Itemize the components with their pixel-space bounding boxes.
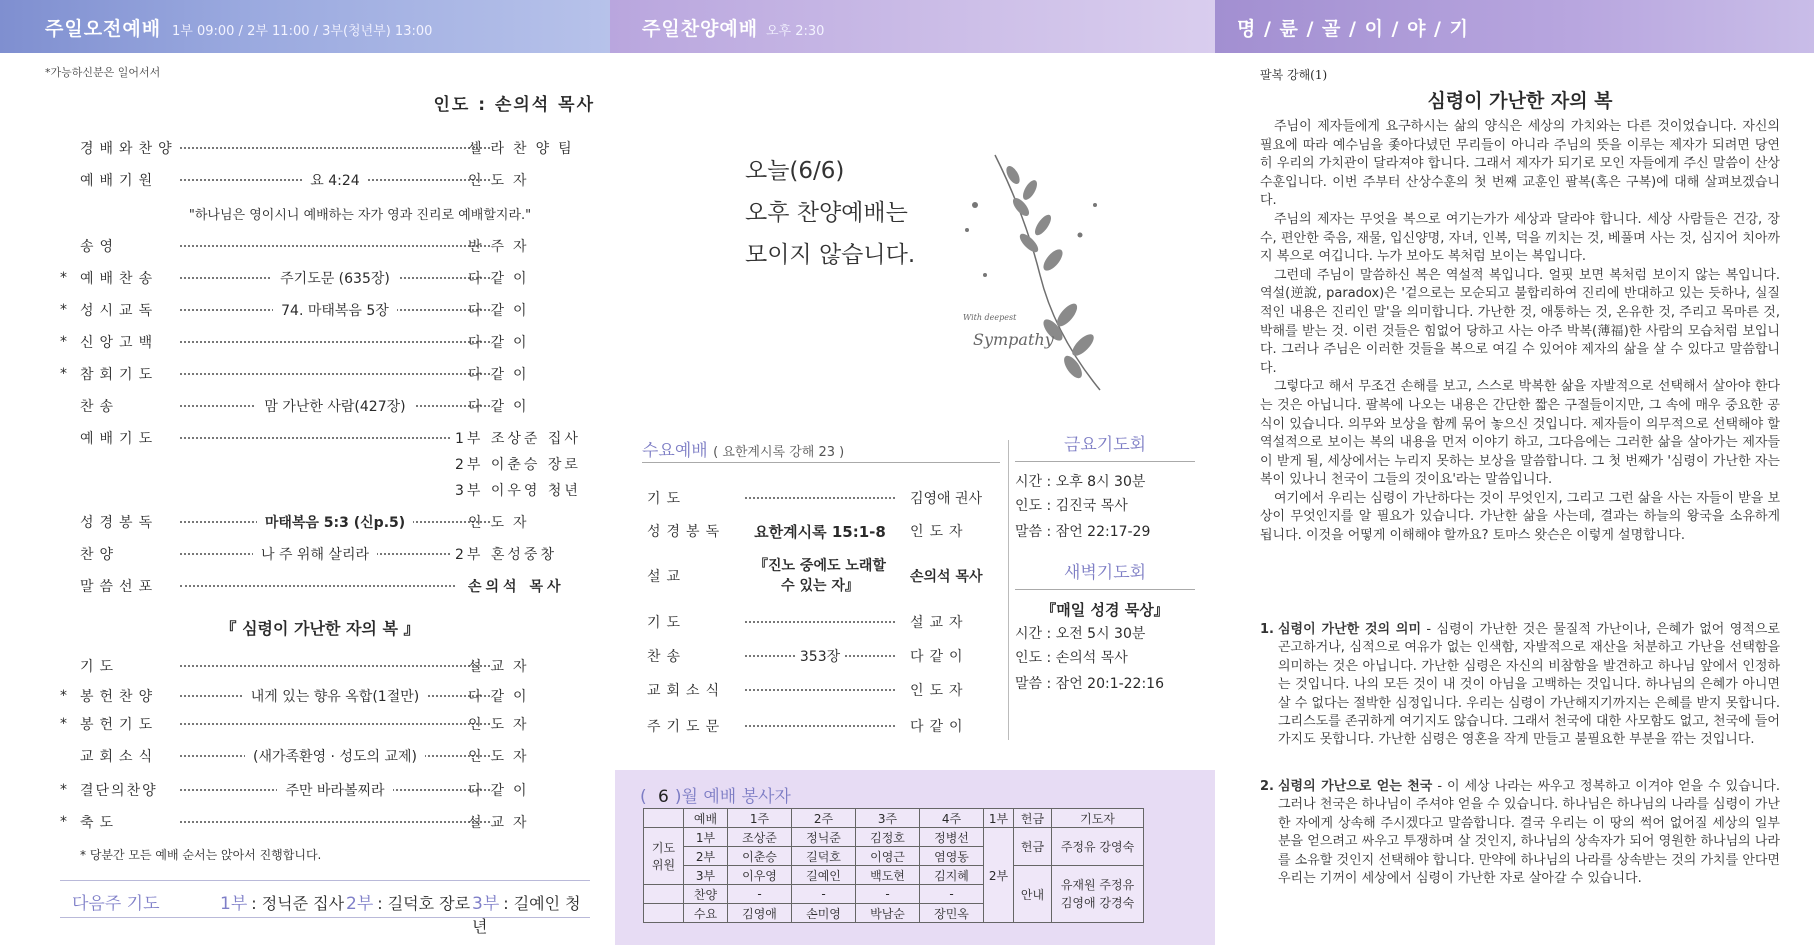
wednesday-item-role: 인도자 (910, 524, 969, 540)
order-row (30, 268, 595, 292)
order-item-name: 성경봉독 (80, 515, 159, 531)
order-row (30, 364, 595, 388)
afternoon-notice (745, 150, 915, 276)
order-item-name: 봉헌기도 (80, 717, 159, 733)
point-heading: 심령이 가난한 것의 의미 (1278, 622, 1422, 637)
column-divider (1008, 440, 1009, 740)
header-morning (0, 0, 610, 53)
guide-names (1052, 866, 1144, 923)
order-item-name: 참회기도 (80, 367, 159, 383)
service-volunteers (615, 770, 1215, 945)
order-item-role: 다같이 (468, 399, 536, 415)
table-cell: - (856, 885, 920, 904)
part-label: 1부 (220, 894, 248, 914)
order-item-name: 말씀선포 (80, 579, 159, 595)
order-row (30, 714, 595, 738)
stand-mark: * (60, 270, 67, 286)
stand-mark: * (60, 334, 67, 350)
wednesday-row (642, 646, 1000, 672)
dot-leader (180, 821, 490, 823)
order-row (30, 544, 595, 568)
wednesday-subtitle: ( 요한계시록 강해 23 ) (713, 445, 845, 460)
table-cell: 정병선 (920, 828, 984, 847)
table-cell: 김정호 (856, 828, 920, 847)
order-item-role: 인도자 (468, 749, 536, 765)
wednesday-item-role: 김영애 권사 (910, 491, 983, 507)
order-item-detail: 주기도문 (635장) (272, 271, 398, 287)
order-item-role: 다같이 (468, 335, 536, 351)
order-row (30, 480, 595, 504)
notice-line: 모이지 않습니다. (745, 242, 916, 268)
story-paragraph: 주님이 제자들에게 요구하시는 삶의 양식은 세상의 가치와는 다른 것이었습니다. 자신의 필요에 따라 예수님을 좇아다녔던 무리들이 아니라 주님의 뜻을 이루는 제자가 되려면 당연히 우리의 가치관이 달라져야 합니다. 그래서 제자가 되기로 모인 자들에게 주신 말씀이 산상수훈입니다. 이번 주부터 산상수훈의 첫 번째 교훈인 팔복(혹은 구복)에 대해 살펴보겠습니다. (1260, 119, 1780, 209)
order-item-role: 다같이 (468, 783, 536, 799)
order-item-name: 송영 (80, 239, 120, 255)
next-week-item (346, 889, 470, 914)
wednesday-row (642, 521, 1000, 547)
next-week-item (220, 889, 344, 914)
story-panel (1260, 58, 1780, 938)
wednesday-item-name: 설교 (647, 569, 687, 585)
notice-line: 오늘(6/6) (745, 158, 845, 184)
month-number: 6 (658, 787, 669, 807)
order-item-name: 봉헌찬양 (80, 689, 159, 705)
table-header: 헌금 (1014, 809, 1052, 828)
order-row (30, 512, 595, 536)
stand-mark: * (60, 366, 67, 382)
order-item-role: 2부 혼성중창 (455, 547, 557, 563)
wednesday-item-name: 기도 (647, 491, 687, 507)
friday-line: 말씀 : 잠언 22:17-29 (1015, 524, 1151, 540)
notice-line: 오후 찬양예배는 (745, 200, 908, 226)
wednesday-item-detail: 요한계시록 15:1-8 (750, 523, 890, 541)
order-row (30, 656, 595, 680)
header-afternoon (610, 0, 1215, 53)
order-item-role: 3부 이우영 청년 (455, 483, 581, 499)
order-row (30, 780, 595, 804)
table-cell: - (920, 885, 984, 904)
order-row (30, 138, 595, 162)
order-row (30, 576, 595, 600)
order-row (30, 170, 595, 194)
story-paragraph: 그렇다고 해서 무조건 손해를 보고, 스스로 박복한 삶을 자발적으로 선택해서 살아야 한다는 것은 아닙니다. 팔복에 나오는 내용은 간단한 짧은 구절들이지만, 그 속에 매우 중요한 공식이 있습니다. 의무와 보상을 함께 묶어 놓으신 것입니다. 제자들이 의무적으로 선택해야 할 역설적으로 보이는 복의 내용을 먼저 이야기 하고, 그다음에는 그러한 삶을 살아가는 제자들이 받게 될, 세상에서는 누리지 못하는 보상을 말씀합니다. 그 첫 번째가 '심령이 가난한 자는 복이 있나니 천국이 그들의 것이요'라는 말씀입니다. (1260, 379, 1780, 488)
table-cell (644, 885, 684, 904)
part2-label: 2부 (984, 828, 1014, 923)
dawn-heading: 『매일 성경 묵상』 (1041, 601, 1169, 619)
header-story (1215, 0, 1814, 53)
order-row (30, 428, 595, 452)
order-item-detail: 마태복음 5:3 (신p.5) (257, 515, 413, 531)
wednesday-item-role: 인도자 (910, 683, 969, 699)
dot-leader (745, 621, 895, 623)
order-item-name: 성시교독 (80, 303, 159, 319)
wednesday-item-name: 찬송 (647, 649, 687, 665)
order-row (30, 686, 595, 710)
table-cell: 길예인 (792, 866, 856, 885)
order-item-role: 인도자 (468, 717, 536, 733)
table-cell: 염영동 (920, 847, 984, 866)
story-title: 심령이 가난한 자의 복 (1427, 90, 1613, 112)
volunteers-title (640, 782, 791, 807)
table-cell: 이춘승 (728, 847, 792, 866)
order-item-name: 결단의찬양 (80, 783, 158, 799)
story-paragraph: 주님의 제자는 무엇을 복으로 여기는가가 세상과 달라야 합니다. 세상 사람들은 건강, 장수, 편안한 죽음, 재물, 입신양명, 자녀, 인복, 덕을 끼치는 것, 베풀며 사는 것, 심지어 치아까지 복으로 여깁니다. 누가 보아도 복처럼 보이는 복입니다. (1260, 211, 1780, 265)
story-paragraph: 여기에서 우리는 심령이 가난하다는 것이 무엇인지, 그리고 그런 삶을 사는 자들이 받을 보상이 무엇인지를 알 필요가 있습니다. 가난한 삶을 사는데, 결과는 하늘의 왕국을 소유하게 됩니다. 이것을 어떻게 이해해야 할까요? 토마스 왓슨은 이렇게 설명합니다. (1260, 490, 1780, 544)
table-cell (644, 904, 684, 923)
table-row (644, 866, 1144, 885)
dawn-line: 인도 : 손의석 목사 (1015, 650, 1128, 666)
sermon-title: 『 심령이 가난한 자의 복 』 (220, 619, 420, 638)
table-header-row (644, 809, 1144, 828)
stand-mark: * (60, 782, 67, 798)
group-label: 기도 위원 (644, 828, 684, 885)
order-row (30, 812, 595, 836)
wednesday-item-role: 손의석 목사 (910, 569, 983, 585)
order-item-name: 예배찬송 (80, 271, 159, 287)
point-number: 2. (1260, 779, 1274, 794)
table-cell: 백도현 (856, 866, 920, 885)
afternoon-service-time: 오후 2:30 (766, 24, 825, 39)
wednesday-item-name: 기도 (647, 615, 687, 631)
sympathy-plant-illustration (955, 135, 1125, 395)
order-item-name: 신앙고백 (80, 335, 159, 351)
divider (642, 462, 1000, 463)
dawn-line: 시간 : 오전 5시 30분 (1015, 626, 1146, 642)
stand-note: *가능하신분은 일어서서 (45, 66, 161, 79)
morning-service-times: 1부 09:00 / 2부 11:00 / 3부(청년부) 13:00 (172, 24, 433, 39)
dot-leader (745, 689, 895, 691)
order-item-name: 찬양 (80, 547, 120, 563)
stand-mark: * (60, 814, 67, 830)
table-cell: 이영근 (856, 847, 920, 866)
order-item-name: 교회소식 (80, 749, 159, 765)
order-item-role: 인도자 (468, 173, 536, 189)
friday-line: 인도 : 김진국 목사 (1015, 498, 1128, 514)
order-item-role: 2부 이춘승 장로 (455, 457, 581, 473)
wednesday-title (642, 436, 844, 461)
friday-prayer (1015, 430, 1195, 694)
wednesday-row (642, 612, 1000, 638)
dot-leader (180, 373, 490, 375)
service-leader: 인도 : 손의석 목사 (433, 95, 595, 115)
wednesday-row (642, 488, 1000, 514)
table-row (644, 828, 1144, 847)
order-item-name: 경배와찬양 (80, 141, 178, 157)
story-header-title: 명 / 륜 / 골 / 이 / 야 / 기 (1237, 18, 1469, 40)
order-item-name: 찬송 (80, 399, 120, 415)
story-point (1260, 621, 1780, 750)
order-item-role: 반주자 (468, 239, 536, 255)
table-cell: - (792, 885, 856, 904)
wednesday-item-role: 설교자 (910, 615, 969, 631)
part-label: 3부 (472, 894, 500, 914)
dot-leader (745, 497, 895, 499)
story-subtitle: 팔복 강해(1) (1260, 68, 1328, 82)
dot-leader (180, 341, 490, 343)
table-header: 4주 (920, 809, 984, 828)
table-cell: 1부 (684, 828, 728, 847)
order-item-detail: 74. 마태복음 5장 (273, 303, 397, 319)
order-item-role: 설교자 (468, 815, 536, 831)
prayer-name: : 길덕호 장로 (377, 894, 471, 913)
wednesday-title-text: 수요예배 (642, 441, 708, 461)
point-text: - 이 세상 나라는 싸우고 정복하고 이겨야 얻을 수 있습니다. 그러나 천국은 하나님이 주셔야 얻을 수 있습니다. 하나님은 하나님의 나라를 심령이 가난한 자에게 상속해 주시겠다고 말씀합니다. 결국 우리는 이 땅의 썩어 없어질 세상의 일부분을 얻으려고 싸우고 투쟁하며 살 것인지, 하나님의 상속자가 되어 영원한 하나님의 나라를 소유할 것인지 선택해야 합니다. 만약에 하나님의 나라를 상속받는 것의 가치를 안다면 우리는 기꺼이 세상에서 심령이 가난한 자로 살아갈 수 있습니다. (1278, 779, 1780, 887)
table-cell: 박남순 (856, 904, 920, 923)
friday-title: 금요기도회 (1015, 430, 1195, 462)
title-prefix: ( (640, 787, 647, 807)
wednesday-item-name: 주기도문 (647, 719, 726, 735)
dot-leader (180, 723, 490, 725)
table-cell: - (728, 885, 792, 904)
wednesday-item-detail: 353장 (796, 649, 844, 665)
wednesday-item-role: 다같이 (910, 719, 969, 735)
point-heading: 심령의 가난으로 얻는 천국 (1278, 779, 1433, 794)
order-row (30, 454, 595, 478)
table-cell: 3부 (684, 866, 728, 885)
guide-names-line: 김영애 강경숙 (1060, 896, 1135, 910)
table-header: 1주 (728, 809, 792, 828)
order-item-detail: 주만 바라볼찌라 (277, 783, 392, 799)
dawn-title: 새벽기도회 (1015, 558, 1195, 590)
point-text: - 심령이 가난한 것은 물질적 가난이나, 은혜가 없어 영적으로 곤고하거나, 심적으로 여유가 없는 인색함, 자발적으로 재산을 처분하고 가난을 선택함을 의미하는 것은 아닙니다. 가난한 심령은 자신의 비참함을 발견하고 하나님 앞에서 인정하는 것입니다. 나의 모든 것이 내 것이 아님을 고백하는 것입니다. 하나님의 은혜가 아니면 살 수 없다는 절박한 심정입니다. 우리는 심령이 가난해지기까지는 은혜를 받지 못합니다. 그리스도를 존귀하게 여기지도 않습니다. 그래서 천국에 대한 사모함도 없고, 천국에 들어가지도 못합니다. 가난한 심령은 영혼을 작게 만들고 불필요한 부분을 깎는 것입니다. (1278, 622, 1780, 748)
table-cell: 정닉준 (792, 828, 856, 847)
wednesday-item-name: 교회소식 (647, 683, 726, 699)
order-item-role: 손의석 목사 (468, 579, 565, 595)
dot-leader (180, 665, 490, 667)
plant-caption-small: With deepest (963, 313, 1017, 322)
stand-mark: * (60, 302, 67, 318)
morning-order-panel (30, 58, 595, 938)
order-row (30, 396, 595, 420)
wednesday-row (642, 716, 1000, 742)
order-item-detail: 맘 가난한 사람(427장) (256, 399, 413, 415)
order-item-role: 1부 조상준 집사 (455, 431, 581, 447)
table-header: 1부 (984, 809, 1014, 828)
stand-mark: * (60, 716, 67, 732)
friday-line: 시간 : 오후 8시 30분 (1015, 474, 1146, 490)
order-item-detail: 내게 있는 향유 옥합(1절만) (243, 689, 427, 705)
order-item-role: 셀라찬양팀 (468, 141, 581, 157)
table-header: 2주 (792, 809, 856, 828)
order-item-name: 예배기도 (80, 431, 159, 447)
seated-footnote: * 당분간 모든 예배 순서는 앉아서 진행합니다. (80, 848, 322, 862)
morning-service-title: 주일오전예배 (45, 18, 162, 40)
afternoon-service-title: 주일찬양예배 (642, 18, 759, 40)
story-point (1260, 778, 1780, 888)
story-body (1260, 118, 1780, 546)
dawn-line: 말씀 : 잠언 20:1-22:16 (1015, 676, 1164, 692)
next-week-label: 다음주 기도 (72, 894, 160, 914)
table-cell: 이우영 (728, 866, 792, 885)
table-cell: 찬양 (684, 885, 728, 904)
wednesday-item-name: 성경봉독 (647, 524, 726, 540)
order-item-name: 축도 (80, 815, 120, 831)
plant-caption-script: Sympathy (973, 330, 1054, 349)
order-item-detail: (새가족환영 · 성도의 교제) (245, 749, 425, 765)
order-row (30, 332, 595, 356)
table-cell: 김영애 (728, 904, 792, 923)
wednesday-row (642, 556, 1000, 600)
prayer-name: : 길예인 청년 (472, 894, 581, 936)
order-item-role: 다같이 (468, 271, 536, 287)
dot-leader (180, 147, 490, 149)
next-week-prayer (60, 880, 590, 936)
table-cell: 김지혜 (920, 866, 984, 885)
order-item-role: 다같이 (468, 367, 536, 383)
guide-names-line: 유재원 주정유 (1060, 878, 1135, 892)
stand-mark: * (60, 688, 67, 704)
table-cell: 장민옥 (920, 904, 984, 923)
guide-label: 안내 (1014, 866, 1052, 923)
order-item-role: 다같이 (468, 689, 536, 705)
order-item-detail: 요 4:24 (302, 173, 367, 189)
order-item-detail: 나 주 위해 살리라 (253, 547, 377, 563)
order-row (30, 746, 595, 770)
title-suffix: )월 예배 봉사자 (674, 787, 791, 807)
table-cell: 수요 (684, 904, 728, 923)
wednesday-item-detail: 『진노 중에도 노래할 수 있는 자』 (754, 558, 886, 594)
offering-label: 헌금 (1014, 828, 1052, 866)
next-week-item (472, 889, 590, 937)
dot-leader (180, 585, 455, 587)
point-number: 1. (1260, 622, 1274, 637)
volunteers-table (643, 808, 1144, 923)
part-label: 2부 (346, 894, 374, 914)
table-header: 3주 (856, 809, 920, 828)
table-header: 기도자 (1052, 809, 1144, 828)
table-cell: 길덕호 (792, 847, 856, 866)
dot-leader (180, 245, 490, 247)
table-header: 예배 (684, 809, 728, 828)
offering-names: 주정유 강영숙 (1052, 828, 1144, 866)
table-cell: 2부 (684, 847, 728, 866)
dot-leader (745, 725, 895, 727)
scripture-quote: "하나님은 영이시니 예배하는 자가 영과 진리로 예배할지라." (188, 208, 532, 223)
order-item-role: 설교자 (468, 659, 536, 675)
order-item-name: 기도 (80, 659, 120, 675)
order-item-name: 예배기원 (80, 173, 159, 189)
table-cell: 손미영 (792, 904, 856, 923)
order-item-role: 인도자 (468, 515, 536, 531)
table-cell (644, 809, 684, 828)
order-row (30, 300, 595, 324)
order-row (30, 236, 595, 260)
order-item-role: 다같이 (468, 303, 536, 319)
wednesday-item-role: 다같이 (910, 649, 969, 665)
prayer-name: : 정닉준 집사 (251, 894, 345, 913)
header-band (0, 0, 1814, 53)
story-paragraph: 그런데 주님이 말씀하신 복은 역설적 복입니다. 얼핏 보면 복처럼 보이지 않는 복입니다. 역설(逆說, paradox)은 '겉으로는 모순되고 불합리하여 진리에 반대하고 있는 듯하나, 실질적인 내용은 진리인 말'을 의미합니다. 가난한 것, 애통하는 것, 온유한 것, 주리고 목마른 것, 박해를 받는 것. 이런 것들은 힘없어 당하고 사는 아주 박복(薄福)한 사람의 모습처럼 보입니다. 그러나 주님은 이러한 것들을 복으로 여길 수 있어야 제자의 삶을 살 수 있다고 말씀합니다. (1260, 267, 1780, 376)
table-cell: 조상준 (728, 828, 792, 847)
wednesday-row (642, 680, 1000, 706)
dot-leader (180, 437, 450, 439)
